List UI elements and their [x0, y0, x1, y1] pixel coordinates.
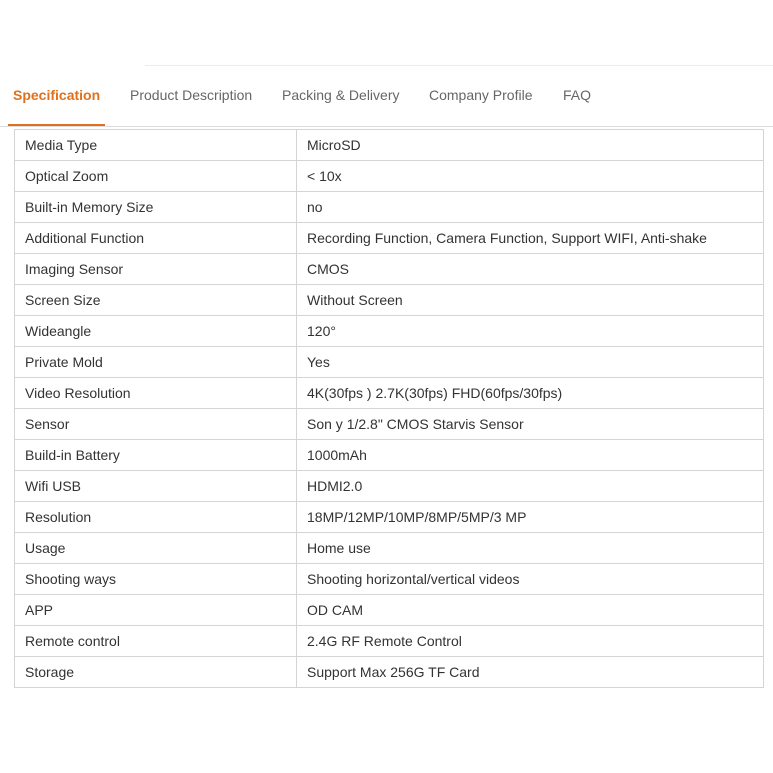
spec-value: Home use: [297, 533, 764, 564]
spec-key: Shooting ways: [15, 564, 297, 595]
spec-key: Video Resolution: [15, 378, 297, 409]
spec-value: MicroSD: [297, 130, 764, 161]
tab-faq[interactable]: FAQ: [563, 87, 592, 103]
tab-packing-delivery[interactable]: Packing & Delivery: [282, 87, 400, 103]
spec-key: Usage: [15, 533, 297, 564]
spec-key: Optical Zoom: [15, 161, 297, 192]
spec-value: < 10x: [297, 161, 764, 192]
spec-key: Remote control: [15, 626, 297, 657]
table-row: [15, 595, 764, 626]
spec-value: Son y 1/2.8" CMOS Starvis Sensor: [297, 409, 764, 440]
table-row: [15, 533, 764, 564]
top-divider: [145, 65, 773, 66]
tab-company-profile[interactable]: Company Profile: [429, 87, 533, 103]
table-row: [15, 564, 764, 595]
table-row: [15, 223, 764, 254]
spec-value: Support Max 256G TF Card: [297, 657, 764, 688]
spec-key: Media Type: [15, 130, 297, 161]
spec-value: Yes: [297, 347, 764, 378]
table-row: [15, 254, 764, 285]
spec-value: CMOS: [297, 254, 764, 285]
table-row: [15, 161, 764, 192]
tab-product-description[interactable]: Product Description: [130, 87, 253, 103]
spec-value: 1000mAh: [297, 440, 764, 471]
spec-value: OD CAM: [297, 595, 764, 626]
spec-key: Private Mold: [15, 347, 297, 378]
product-tabs: [0, 70, 773, 127]
spec-key: Built-in Memory Size: [15, 192, 297, 223]
spec-key: Wideangle: [15, 316, 297, 347]
spec-value: 4K(30fps ) 2.7K(30fps) FHD(60fps/30fps): [297, 378, 764, 409]
table-row: [15, 130, 764, 161]
spec-value: 18MP/12MP/10MP/8MP/5MP/3 MP: [297, 502, 764, 533]
specification-table: [14, 129, 764, 688]
spec-key: Wifi USB: [15, 471, 297, 502]
table-row: [15, 285, 764, 316]
table-row: [15, 316, 764, 347]
spec-key: Build-in Battery: [15, 440, 297, 471]
table-row: [15, 657, 764, 688]
spec-key: APP: [15, 595, 297, 626]
spec-key: Sensor: [15, 409, 297, 440]
table-row: [15, 378, 764, 409]
spec-key: Storage: [15, 657, 297, 688]
table-row: [15, 502, 764, 533]
spec-value: Without Screen: [297, 285, 764, 316]
table-row: [15, 347, 764, 378]
table-row: [15, 409, 764, 440]
table-row: [15, 440, 764, 471]
table-row: [15, 471, 764, 502]
spec-key: Resolution: [15, 502, 297, 533]
tab-specification[interactable]: Specification: [13, 70, 100, 126]
spec-value: 120°: [297, 316, 764, 347]
spec-key: Imaging Sensor: [15, 254, 297, 285]
spec-key: Screen Size: [15, 285, 297, 316]
spec-key: Additional Function: [15, 223, 297, 254]
spec-value: HDMI2.0: [297, 471, 764, 502]
table-row: [15, 192, 764, 223]
spec-value: 2.4G RF Remote Control: [297, 626, 764, 657]
spec-value: Recording Function, Camera Function, Support WIFI, Anti-shake: [297, 223, 764, 254]
table-row: [15, 626, 764, 657]
spec-value: no: [297, 192, 764, 223]
spec-value: Shooting horizontal/vertical videos: [297, 564, 764, 595]
